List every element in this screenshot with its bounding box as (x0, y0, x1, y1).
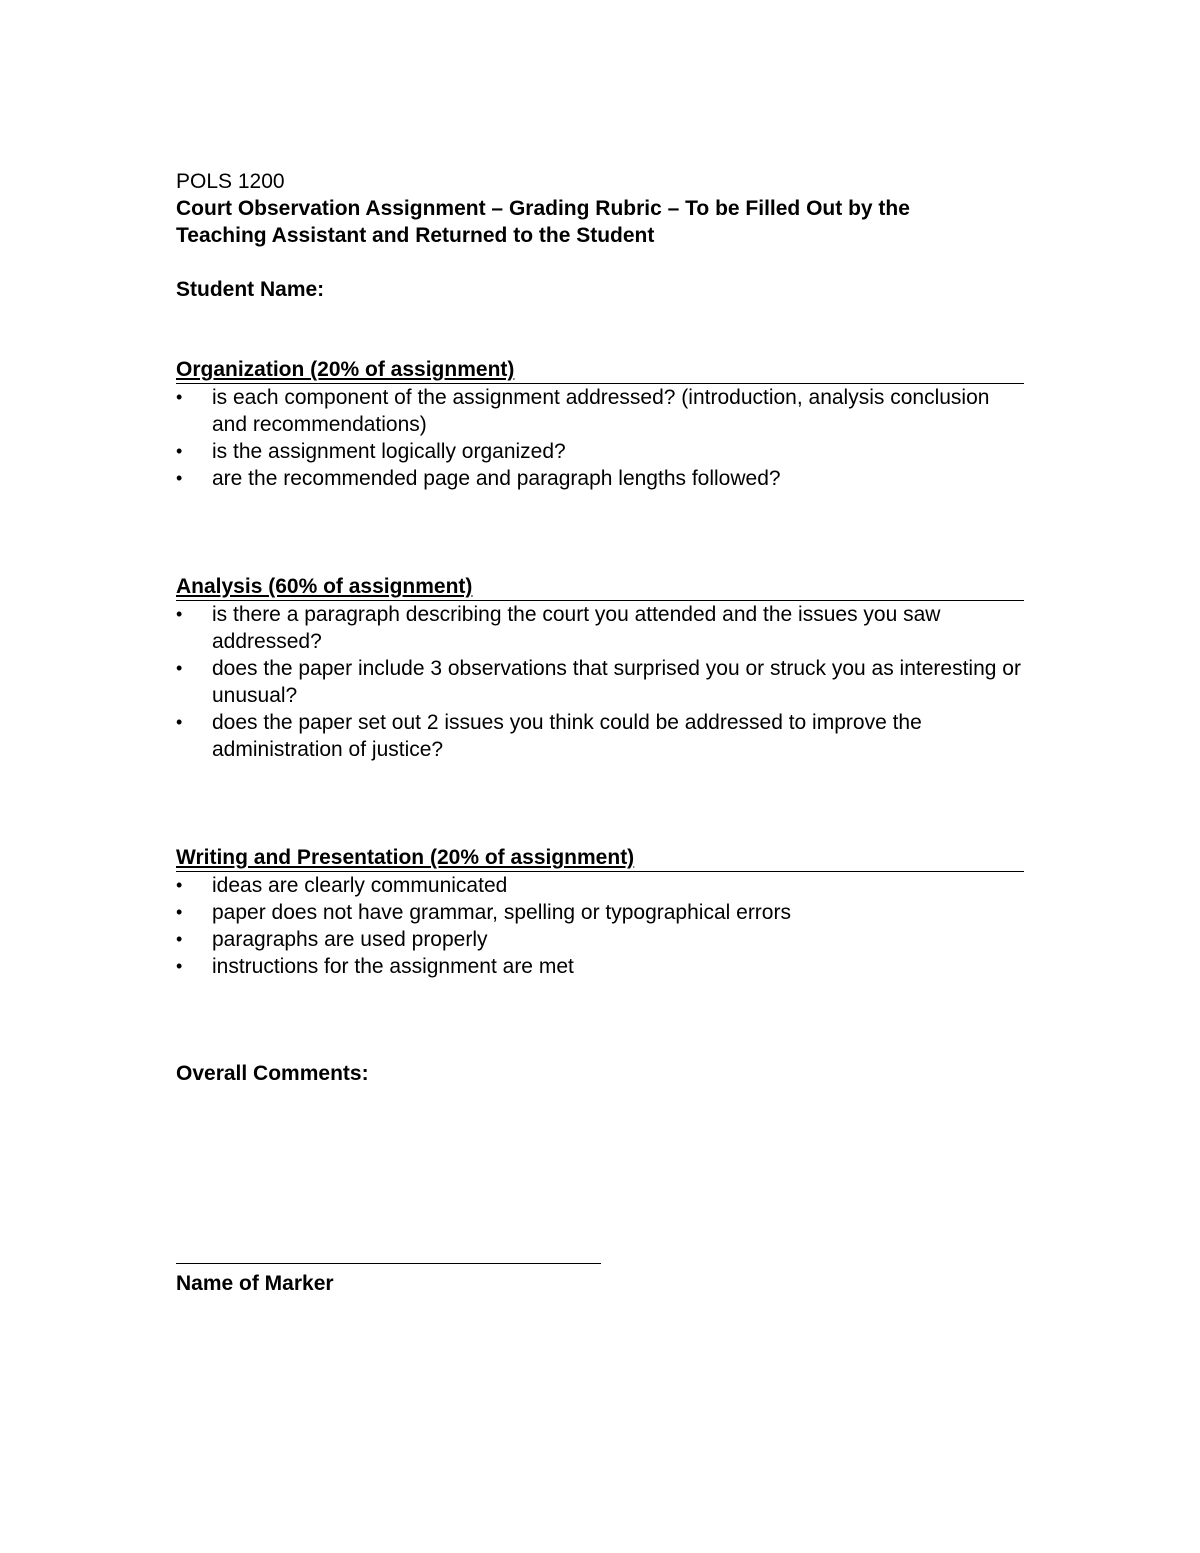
course-code: POLS 1200 (176, 170, 285, 193)
bullet-icon: • (176, 875, 183, 895)
section-heading-writing-presentation: Writing and Presentation (20% of assignment) (176, 844, 1024, 872)
spacer (176, 303, 1026, 356)
list-item (176, 899, 1026, 926)
bullet-icon: • (176, 929, 183, 949)
document-title-line-1: Court Observation Assignment – Grading Rubric – To be Filled Out by the (176, 197, 910, 220)
list-item (176, 601, 1026, 655)
spacer (176, 980, 1026, 1060)
student-name-label: Student Name: (176, 278, 325, 301)
section-heading-analysis: Analysis (60% of assignment) (176, 573, 1024, 601)
criterion-text: ideas are clearly communicated (212, 874, 508, 897)
criterion-text: is each component of the assignment addressed? (introduction, analysis conclusion and recommendations) (212, 386, 990, 436)
list-item (176, 465, 1026, 492)
document-title-line-2: Teaching Assistant and Returned to the Student (176, 224, 655, 247)
spacer (176, 492, 1026, 573)
section-organization (176, 356, 1026, 492)
section-heading-organization: Organization (20% of assignment) (176, 356, 1024, 384)
list-item (176, 872, 1026, 899)
bullet-icon: • (176, 658, 183, 678)
criterion-text: paper does not have grammar, spelling or typographical errors (212, 901, 791, 924)
criterion-text: is the assignment logically organized? (212, 440, 566, 463)
criterion-text: is there a paragraph describing the court you attended and the issues you saw addressed? (212, 603, 941, 653)
criterion-text: are the recommended page and paragraph lengths followed? (212, 467, 781, 490)
list-item (176, 926, 1026, 953)
list-item (176, 709, 1026, 763)
list-item (176, 384, 1026, 438)
criterion-text: instructions for the assignment are met (212, 955, 574, 978)
bullet-icon: • (176, 902, 183, 922)
bullet-icon: • (176, 468, 183, 488)
overall-comments-label: Overall Comments: (176, 1062, 369, 1085)
spacer (176, 249, 1026, 276)
criteria-list-organization (176, 384, 1026, 492)
bullet-icon: • (176, 712, 183, 732)
bullet-icon: • (176, 387, 183, 407)
section-writing-presentation (176, 844, 1026, 980)
signature-line (176, 1263, 601, 1264)
list-item (176, 953, 1026, 980)
criterion-text: does the paper set out 2 issues you think could be addressed to improve the administration of justice? (212, 711, 922, 761)
bullet-icon: • (176, 604, 183, 624)
bullet-icon: • (176, 956, 183, 976)
criterion-text: does the paper include 3 observations that surprised you or struck you as interesting or unusual? (212, 657, 1021, 707)
spacer (176, 763, 1026, 844)
criteria-list-writing-presentation (176, 872, 1026, 980)
marker-name-label: Name of Marker (176, 1272, 334, 1295)
criteria-list-analysis (176, 601, 1026, 763)
criterion-text: paragraphs are used properly (212, 928, 488, 951)
section-analysis (176, 573, 1026, 763)
comments-area (176, 1087, 1026, 1263)
list-item (176, 438, 1026, 465)
bullet-icon: • (176, 441, 183, 461)
rubric-page (176, 168, 1026, 1297)
list-item (176, 655, 1026, 709)
